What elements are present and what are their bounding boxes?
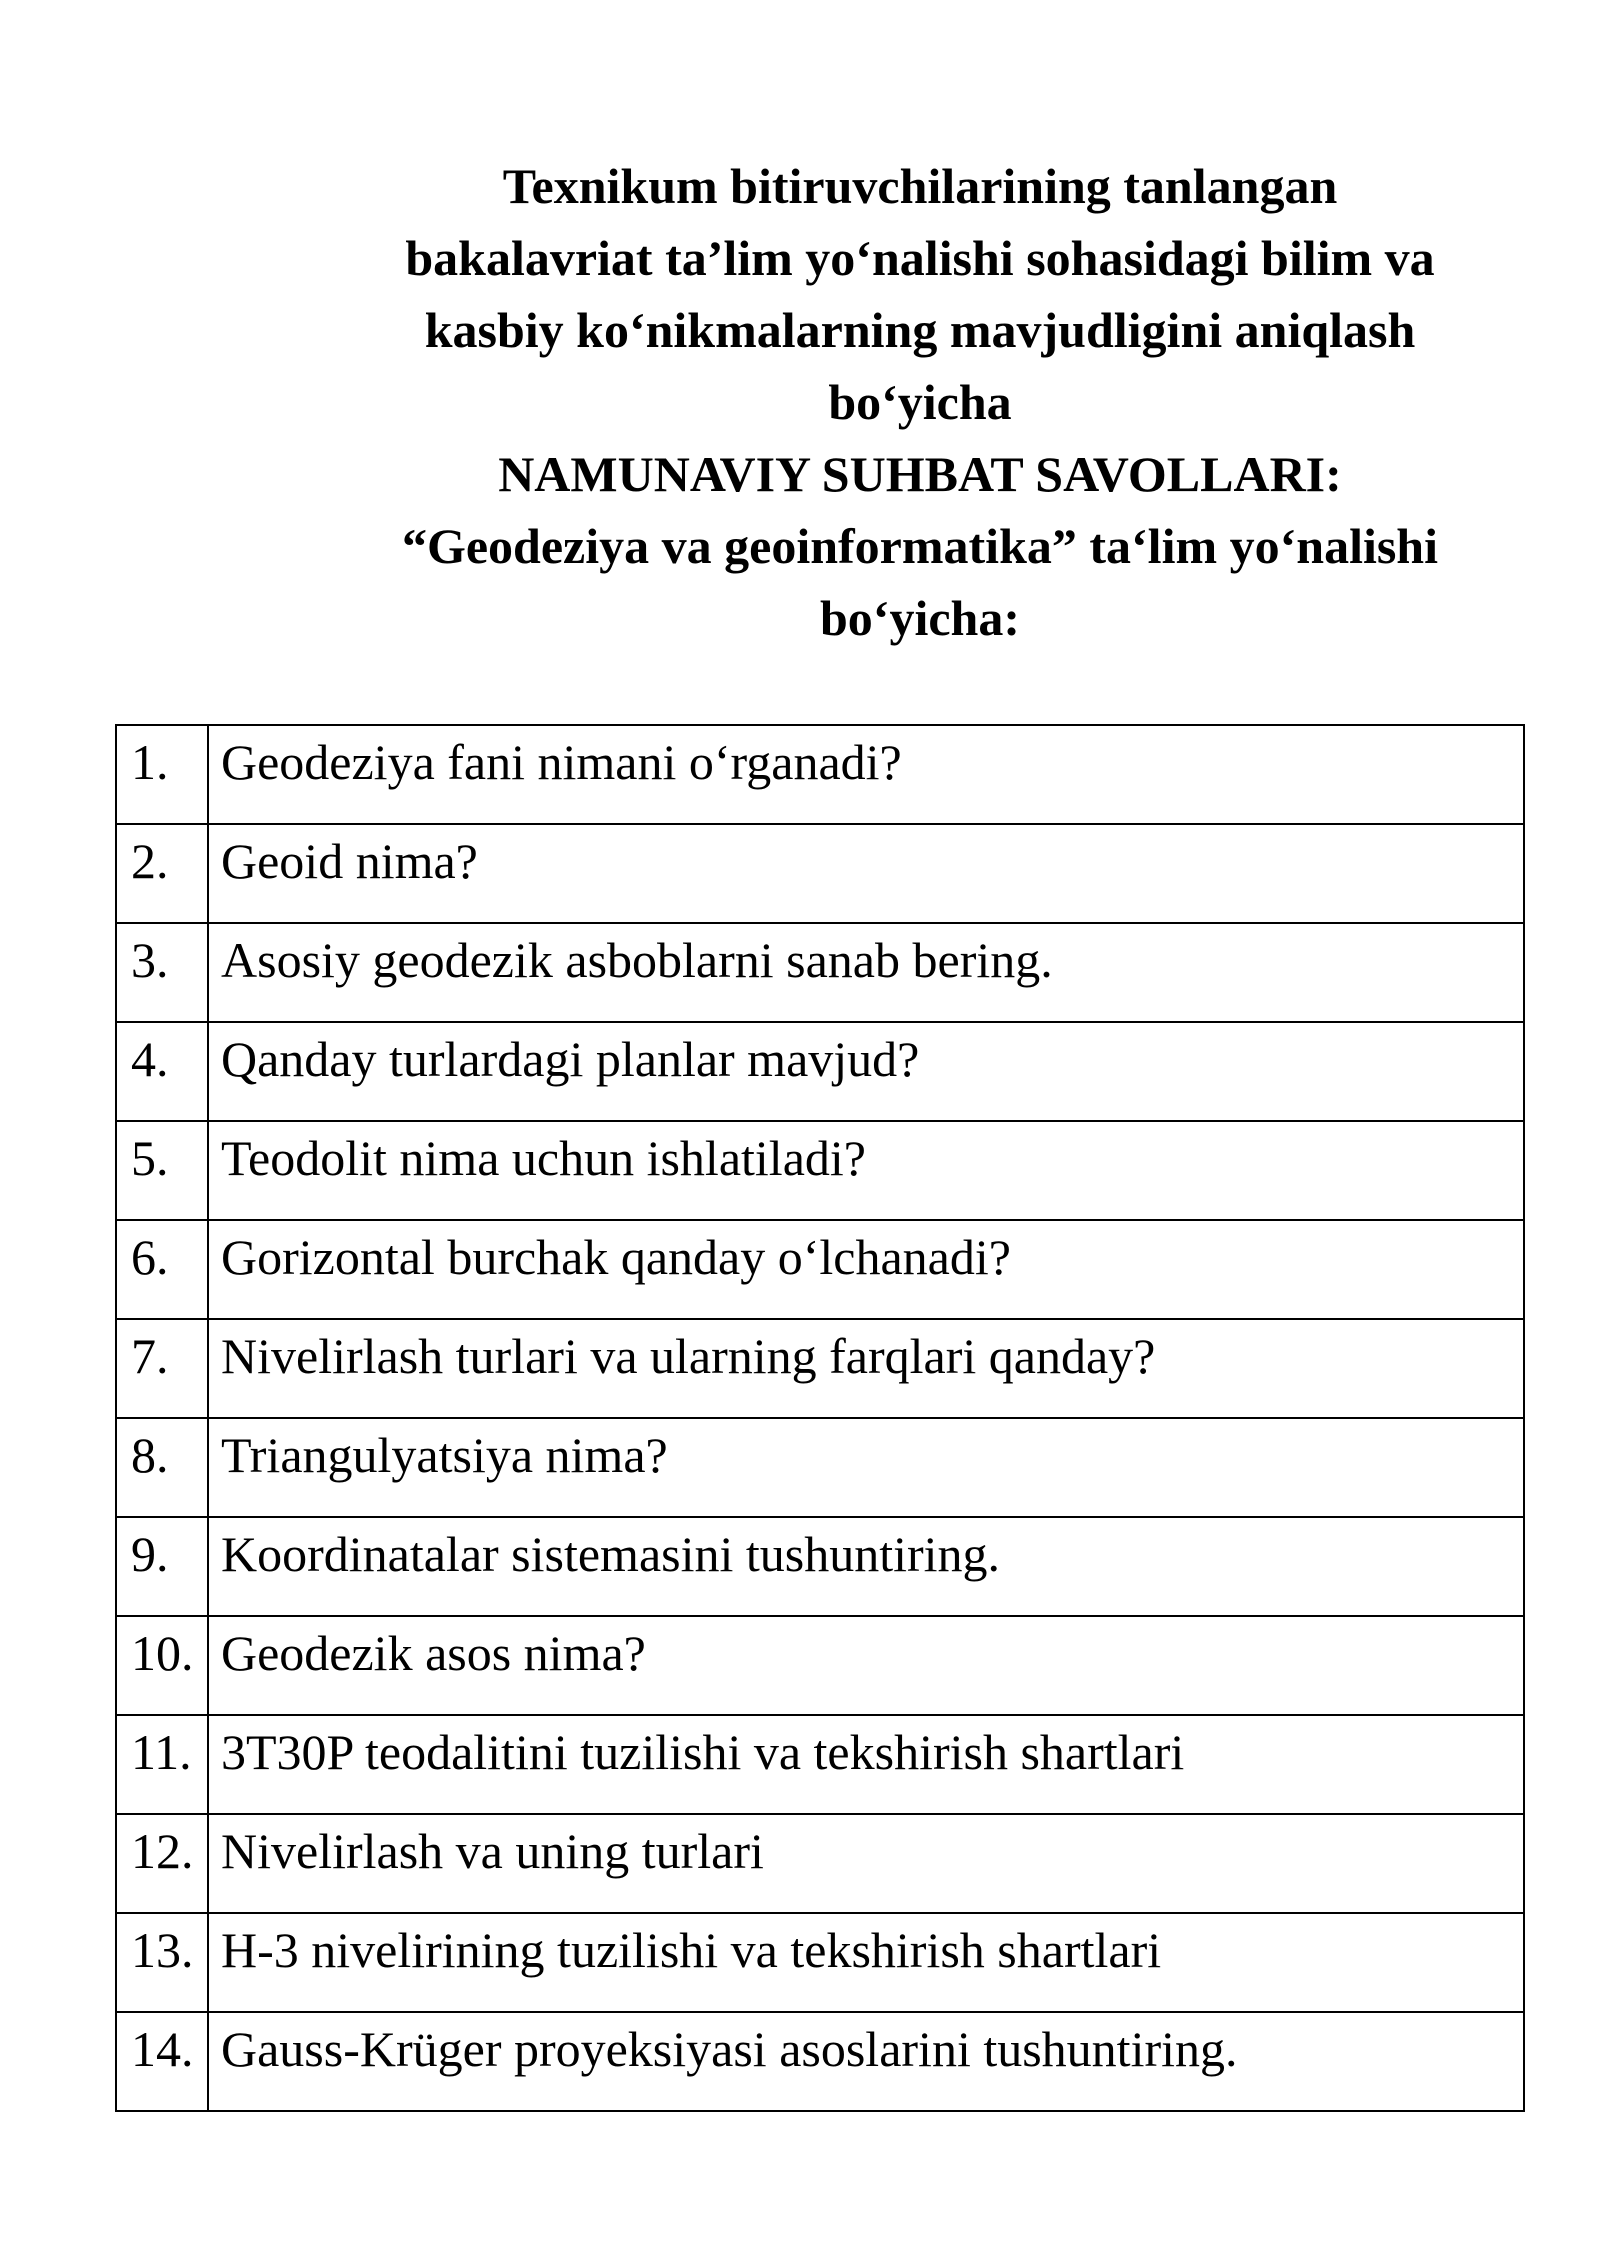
- table-row: [116, 1616, 1524, 1715]
- question-number: 4.: [116, 1022, 208, 1121]
- table-row: [116, 1913, 1524, 2012]
- question-text: Geodezik asos nima?: [208, 1616, 1524, 1715]
- table-row: [116, 1319, 1524, 1418]
- heading-line: Texnikum bitiruvchilarining tanlangan: [502, 158, 1338, 214]
- table-row: [116, 1517, 1524, 1616]
- question-number: 14.: [116, 2012, 208, 2111]
- question-number: 12.: [116, 1814, 208, 1913]
- question-text: Koordinatalar sistemasini tushuntiring.: [208, 1517, 1524, 1616]
- question-text: Triangulyatsiya nima?: [208, 1418, 1524, 1517]
- table-row: [116, 1814, 1524, 1913]
- question-text: Nivelirlash va uning turlari: [208, 1814, 1524, 1913]
- question-number: 7.: [116, 1319, 208, 1418]
- question-text: Asosiy geodezik asboblarni sanab bering.: [208, 923, 1524, 1022]
- table-row: [116, 1121, 1524, 1220]
- question-text: Nivelirlash turlari va ularning farqlari qanday?: [208, 1319, 1524, 1418]
- heading-line: kasbiy ko‘nikmalarning mavjudligini aniqlash: [424, 302, 1416, 358]
- question-number: 6.: [116, 1220, 208, 1319]
- question-number: 13.: [116, 1913, 208, 2012]
- question-number: 5.: [116, 1121, 208, 1220]
- question-number: 9.: [116, 1517, 208, 1616]
- table-row: [116, 1220, 1524, 1319]
- question-number: 11.: [116, 1715, 208, 1814]
- table-row: [116, 2012, 1524, 2111]
- question-text: H-3 nivelirining tuzilishi va tekshirish shartlari: [208, 1913, 1524, 2012]
- table-row: [116, 725, 1524, 824]
- question-number: 10.: [116, 1616, 208, 1715]
- question-number: 8.: [116, 1418, 208, 1517]
- question-number: 1.: [116, 725, 208, 824]
- question-text: Gorizontal burchak qanday o‘lchanadi?: [208, 1220, 1524, 1319]
- table-row: [116, 1022, 1524, 1121]
- question-text: Qanday turlardagi planlar mavjud?: [208, 1022, 1524, 1121]
- document-heading: [330, 150, 1510, 654]
- heading-line: bo‘yicha: [828, 374, 1012, 430]
- questions-table: [115, 724, 1525, 2112]
- table-row: [116, 923, 1524, 1022]
- question-text: Gauss-Krüger proyeksiyasi asoslarini tushuntiring.: [208, 2012, 1524, 2111]
- question-text: 3T30P teodalitini tuzilishi va tekshirish shartlari: [208, 1715, 1524, 1814]
- question-text: Teodolit nima uchun ishlatiladi?: [208, 1121, 1524, 1220]
- heading-line: bakalavriat ta’lim yo‘nalishi sohasidagi bilim va: [405, 230, 1435, 286]
- table-row: [116, 1715, 1524, 1814]
- heading-subtitle: bo‘yicha:: [820, 590, 1020, 646]
- question-number: 2.: [116, 824, 208, 923]
- table-row: [116, 1418, 1524, 1517]
- question-text: Geodeziya fani nimani o‘rganadi?: [208, 725, 1524, 824]
- question-number: 3.: [116, 923, 208, 1022]
- table-row: [116, 824, 1524, 923]
- question-text: Geoid nima?: [208, 824, 1524, 923]
- heading-title: NAMUNAVIY SUHBAT SAVOLLARI:: [498, 446, 1342, 502]
- heading-subtitle: “Geodeziya va geoinformatika” ta‘lim yo‘nalishi: [401, 518, 1439, 574]
